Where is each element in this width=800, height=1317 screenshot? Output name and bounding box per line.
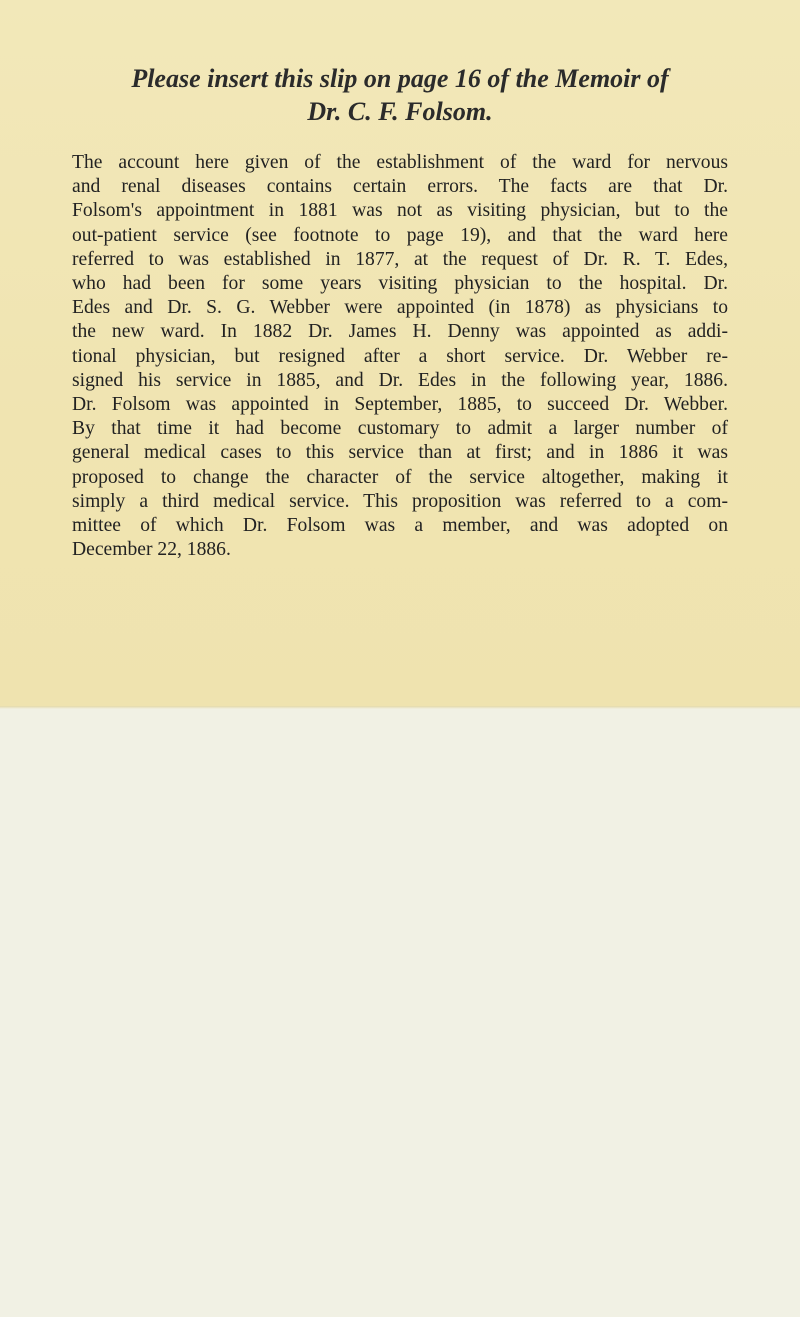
heading-line-2: Dr. C. F. Folsom. [307,97,493,126]
slip-heading [60,62,740,128]
body-line: general medical cases to this service than at first; and in 1886 it was [72,442,728,464]
body-line: The account here given of the establishment of the ward for nervous [72,152,728,173]
body-line: signed his service in 1885, and Dr. Edes in the following year, 1886. [72,369,728,391]
body-line: who had been for some years visiting physician to the hospital. Dr. [72,273,728,295]
body-line: proposed to change the character of the service altogether, making it [72,466,728,488]
body-line: simply a third medical service. This proposition was referred to a com- [72,490,728,512]
slip-body [72,151,728,562]
body-line: Edes and Dr. S. G. Webber were appointed (in 1878) as physicians to [72,297,728,319]
body-line: tional physician, but resigned after a short service. Dr. Webber re- [72,345,728,367]
body-line: Dr. Folsom was appointed in September, 1885, to succeed Dr. Webber. [72,394,728,416]
slip-edge-shadow [0,706,800,709]
body-line: mittee of which Dr. Folsom was a member, and was adopted on [72,515,728,537]
body-line: December 22, 1886. [72,539,231,561]
body-line: By that time it had become customary to admit a larger number of [72,418,728,440]
body-line: the new ward. In 1882 Dr. James H. Denny was appointed as addi- [72,321,728,343]
body-line: and renal diseases contains certain errors. The facts are that Dr. [72,176,728,198]
heading-line-1: Please insert this slip on page 16 of the Memoir of [131,64,669,93]
body-line: referred to was established in 1877, at the request of Dr. R. T. Edes, [72,248,728,270]
body-line: Folsom's appointment in 1881 was not as visiting physician, but to the [72,200,728,222]
body-line: out-patient service (see footnote to page 19), and that the ward here [72,224,728,246]
